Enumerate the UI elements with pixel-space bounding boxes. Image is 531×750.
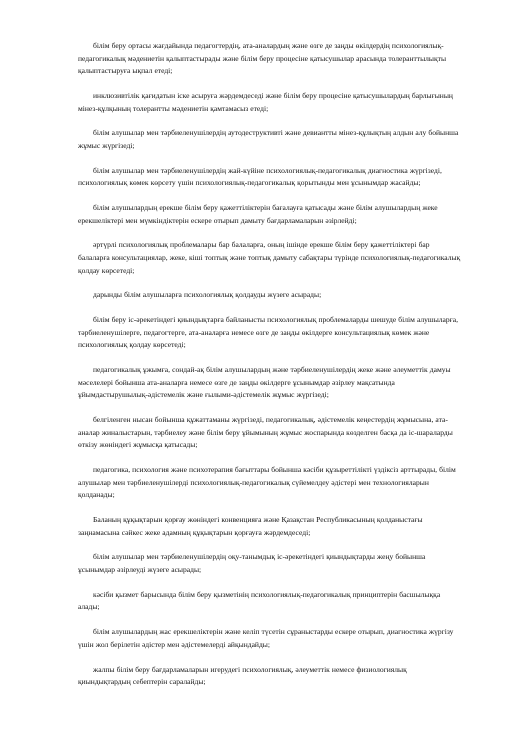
paragraph: білім алушылардың ерекше білім беру қажеттіліктерін бағалауға қатысады және білім алушылардың жеке ерекшеліктері мен мүмкіндіктерін ескере отырып дамыту бағдарламаларын әзірлейді; bbox=[78, 203, 438, 225]
paragraph: білім алушылар мен тәрбиеленушілердің жай-күйіне психологиялық-педагогикалық диагностика жүргізеді, психологиялық көмек көрсету үшін психологиялық-педагогикалық қорытынды мен ұсынымдар жасайды; bbox=[78, 165, 442, 188]
paragraph: білім алушылар мен тәрбиеленушілердің оқу-танымдық іс-әрекетіндегі қиындықтарды жеңу бойынша ұсынымдар әзірлеуді жүзеге асырады; bbox=[78, 552, 426, 575]
paragraph: білім беру ортасы жағдайында педагогтердің, ата-аналардың және өзге де заңды өкілдердің психологиялық-педагогикалық мәдениетін қалыптастырады және білім беру процесіне қатысушылар арасында толеранттылықты қалыптастыруға ықпал етеді; bbox=[78, 41, 447, 76]
paragraph: инклюзивтілік қағидатын іске асыруға жәрдемдеседі және білім беру процесіне қатысушылардың барлығының мінез-құлқының толерантты мәдениетін қамтамасыз етеді; bbox=[78, 90, 453, 113]
paragraph: білім алушылар мен тәрбиеленушілердің аутодеструктивті және девиантты мінез-құлықтың алдын алу бойынша жұмыс жүргізеді; bbox=[78, 128, 459, 150]
paragraph: дарынды білім алушыларға психологиялық қолдауды жүзеге асырады; bbox=[93, 290, 322, 300]
paragraph: белгіленген нысан бойынша құжаттаманы жүргізеді, педагогикалық, әдістемелік кеңестердің жұмысына, ата-аналар жиналыстарын, тәрбиелеу және білім беру ұйымының жұмыс жоспарында көзделген басқа да іс-шараларды өткізу жөніндегі жұмысқа қатысады; bbox=[78, 415, 453, 450]
paragraph: әртүрлі психологиялық проблемалары бар балаларға, оның ішінде ерекше білім беру қажеттіліктері бар балаларға консультациялар, жеке, кіші топтық және топтық дамыту сабақтары түрінде психологиялық-педагогикалық қолдау көрсетеді; bbox=[78, 240, 461, 275]
paragraph: жалпы білім беру бағдарламаларын игерудегі психологиялық, әлеуметтік немесе физиологиялық қиындықтардың себептерін саралайды; bbox=[78, 664, 407, 687]
paragraph: білім алушылардың жас ерекшеліктерін және келіп түсетін сұраныстарды ескере отырып, диагностика жүргізу үшін жол берілетін әдістер мен әдістемелерді айқындайды; bbox=[78, 627, 454, 649]
paragraph: білім беру іс-әрекетіндегі қиындықтарға байланысты психологиялық проблемаларды шешуде білім алушыларға, тәрбиеленушілерге, педагогтерге, ата-аналарға немесе өзге де заңды өкілдерге консультациялық көмек және психологиялық қолдау көрсетеді; bbox=[78, 315, 459, 350]
paragraph: кәсіби қызмет барысында білім беру қызметінің психологиялық-педагогикалық принциптерін басшылыққа алады; bbox=[78, 589, 441, 612]
paragraph: педагогикалық ұжымға, сондай-ақ білім алушылардың және тәрбиеленушілердің жеке және әлеуметтік дамуы мәселелері бойынша ата-аналарға немесе өзге де заңды өкілдерге ұсынымдар әзірлеу мақсатында ұйымдастырушылық-әдістемелік және ғылыми-әдістемелік жұмыс жүргізеді; bbox=[78, 365, 451, 400]
paragraph: педагогика, психология және психотерапия бағыттары бойынша кәсіби құзыреттілікті үздіксіз арттырады, білім алушылар мен тәрбиеленушілерді психологиялық-педагогикалық сүйемелдеу әдістері мен технологияларын қолданады; bbox=[78, 465, 456, 500]
paragraph: Баланың құқықтарын қорғау жөніндегі конвенцияға және Қазақстан Республикасының қолданыстағы заңнамасына сәйкес жеке адамның құқықтарын қорғауға жәрдемдеседі; bbox=[78, 515, 423, 537]
